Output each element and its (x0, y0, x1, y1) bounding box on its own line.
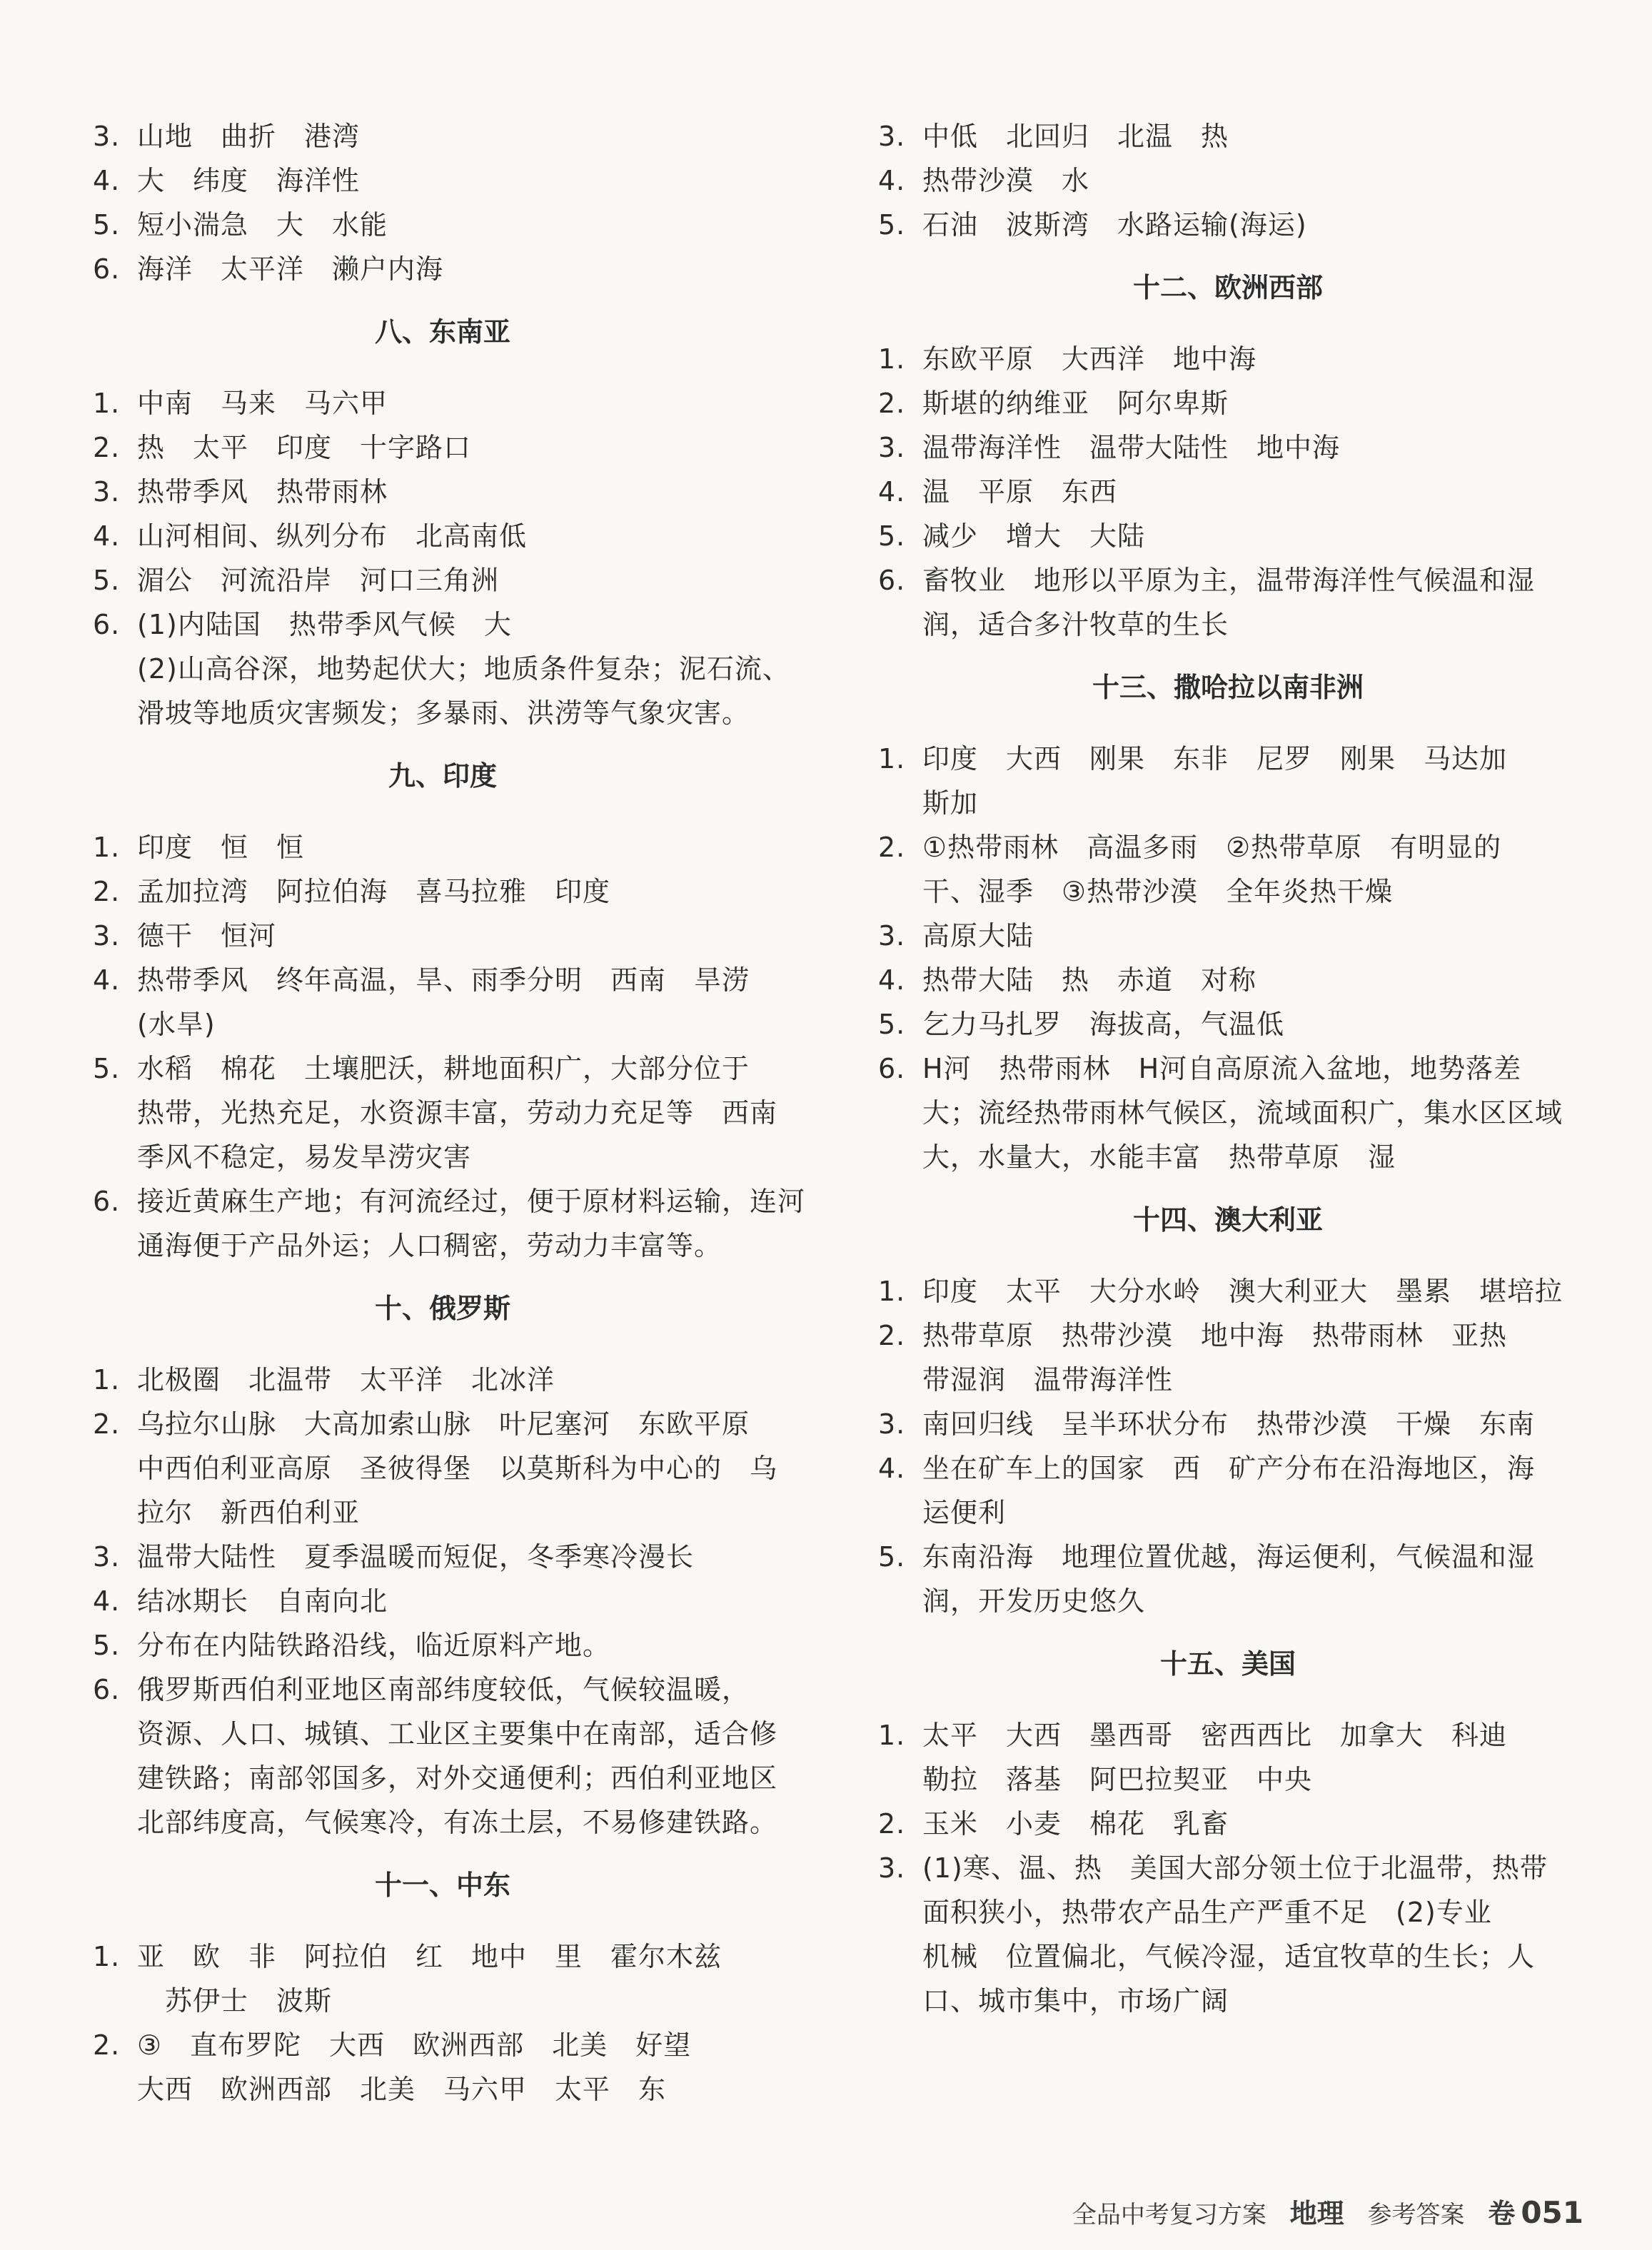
answer-continuation: 拉尔 新西伯利亚 (137, 1497, 361, 1528)
page-footer (1057, 2191, 1583, 2231)
answer-continuation: 口、城市集中，市场广阔 (922, 1985, 1229, 2017)
answer-continuation: 热带，光热充足，水资源丰富，劳动力充足等 西南 (137, 1097, 778, 1129)
item-text: 结冰期长 自南向北 (137, 1585, 388, 1617)
item-text: 温 平原 东西 (922, 476, 1118, 508)
item-number: 2. (93, 1408, 121, 1440)
answer-item (93, 1934, 792, 1979)
item-text: 热带沙漠 水 (922, 165, 1090, 196)
item-text: 山河相间、纵列分布 北高南低 (137, 520, 528, 552)
item-text: 短小湍急 大 水能 (137, 209, 388, 241)
item-number: 1. (878, 1276, 906, 1307)
item-text: ③ 直布罗陀 大西 欧洲西部 北美 好望 (137, 2029, 692, 2061)
section-heading: 九、印度 (388, 760, 497, 792)
answer-item (93, 1358, 792, 1402)
item-number: 4. (878, 964, 906, 996)
item-number: 5. (878, 520, 906, 552)
answer-item (878, 1446, 1578, 1490)
item-text: 热 太平 印度 十字路口 (137, 432, 472, 463)
answer-item (878, 1002, 1578, 1046)
item-number: 5. (878, 1009, 906, 1040)
answer-continuation: 通海便于产品外运；人口稠密，劳动力丰富等。 (137, 1230, 722, 1261)
answer-item (878, 381, 1578, 425)
item-number: 4. (93, 1585, 121, 1617)
footer-section: 参考答案 (1367, 2201, 1465, 2229)
answer-item (93, 514, 792, 558)
answer-item (878, 470, 1578, 514)
page-number: 051 (1521, 2195, 1583, 2230)
item-text: 印度 太平 大分水岭 澳大利亚大 墨累 堪培拉 (922, 1276, 1563, 1307)
item-text: 北极圈 北温带 太平洋 北冰洋 (137, 1364, 555, 1396)
item-text: 乌拉尔山脉 大高加索山脉 叶尼塞河 东欧平原 (137, 1408, 750, 1440)
item-text: 温带大陆性 夏季温暖而短促，冬季寒冷漫长 (137, 1541, 695, 1573)
answer-item (878, 1535, 1578, 1579)
item-text: 接近黄麻生产地；有河流经过，便于原材料运输，连河 (137, 1186, 806, 1217)
item-text: H河 热带雨林 H河自高原流入盆地，地势落差 (922, 1053, 1522, 1084)
answer-continuation: 中西伯利亚高原 圣彼得堡 以莫斯科为中心的 乌 (137, 1453, 778, 1484)
item-number: 1. (93, 1941, 121, 1972)
item-number: 3. (878, 121, 906, 152)
answer-continuation: 勒拉 落基 阿巴拉契亚 中央 (922, 1764, 1313, 1795)
item-number: 2. (878, 1808, 906, 1840)
answer-item (878, 158, 1578, 203)
answer-item (878, 958, 1578, 1002)
item-number: 4. (93, 520, 121, 552)
item-number: 6. (878, 1053, 906, 1084)
item-number: 6. (93, 609, 121, 640)
section-heading: 十、俄罗斯 (374, 1293, 510, 1324)
answer-item (93, 425, 792, 470)
item-number: 4. (93, 165, 121, 196)
answer-item (93, 1179, 806, 1224)
item-number: 2. (878, 1320, 906, 1351)
answer-item (93, 1535, 792, 1579)
item-text: 印度 大西 刚果 东非 尼罗 刚果 马达加 (922, 743, 1508, 775)
footer-book-title: 全品中考复习方案 (1072, 2201, 1266, 2229)
section-heading: 十五、美国 (1159, 1648, 1296, 1680)
answer-item (93, 869, 792, 914)
section-heading: 十一、中东 (374, 1870, 510, 1901)
answer-continuation: 建铁路；南部邻国多，对外交通便利；西伯利亚地区 (137, 1762, 778, 1794)
item-text: 热带季风 终年高温，旱、雨季分明 西南 旱涝 (137, 964, 750, 996)
item-text: 亚 欧 非 阿拉伯 红 地中 里 霍尔木兹 (137, 1941, 722, 1972)
answer-item (878, 1802, 1578, 1846)
item-number: 5. (93, 565, 121, 596)
answer-item (93, 158, 792, 203)
answer-continuation: 干、湿季 ③热带沙漠 全年炎热干燥 (922, 876, 1394, 907)
answer-continuation: 面积狭小，热带农产品生产严重不足 (2)专业 (922, 1897, 1492, 1928)
answer-item (93, 914, 792, 958)
answer-item (93, 1046, 792, 1091)
item-text: 热带草原 热带沙漠 地中海 热带雨林 亚热 (922, 1320, 1508, 1351)
item-text: 斯堪的纳维亚 阿尔卑斯 (922, 388, 1229, 419)
item-number: 3. (878, 1852, 906, 1884)
answer-continuation: 润，适合多汁牧草的生长 (922, 609, 1229, 640)
answer-item (93, 558, 792, 602)
answer-continuation: 带湿润 温带海洋性 (922, 1364, 1174, 1396)
item-number: 4. (878, 165, 906, 196)
item-text: 东南沿海 地理位置优越，海运便利，气候温和湿 (922, 1541, 1536, 1573)
item-text: (1)内陆国 热带季风气候 大 (137, 609, 512, 640)
answer-item (878, 737, 1578, 781)
section-heading: 十三、撒哈拉以南非洲 (1092, 672, 1364, 703)
item-number: 1. (93, 832, 121, 863)
section-heading: 十二、欧洲西部 (1132, 272, 1323, 303)
item-number: 5. (93, 209, 121, 241)
item-number: 6. (93, 1186, 121, 1217)
item-number: 5. (93, 1630, 121, 1661)
item-text: 分布在内陆铁路沿线，临近原料产地。 (137, 1630, 611, 1661)
item-text: 太平 大西 墨西哥 密西西比 加拿大 科迪 (922, 1720, 1508, 1751)
item-number: 2. (93, 432, 121, 463)
item-number: 3. (878, 920, 906, 952)
item-number: 3. (93, 1541, 121, 1573)
item-text: 南回归线 呈半环状分布 热带沙漠 干燥 东南 (922, 1408, 1536, 1440)
answer-continuation: 机械 位置偏北，气候冷湿，适宜牧草的生长；人 (922, 1941, 1536, 1972)
answer-item (878, 1313, 1578, 1358)
item-text: 印度 恒 恒 (137, 832, 305, 863)
answer-item (93, 958, 792, 1002)
item-number: 4. (878, 476, 906, 508)
answer-item (878, 114, 1578, 158)
item-text: 高原大陆 (922, 920, 1034, 952)
item-text: 大 纬度 海洋性 (137, 165, 361, 196)
item-text: (1)寒、温、热 美国大部分领土位于北温带，热带 (922, 1852, 1548, 1884)
answer-item (878, 914, 1578, 958)
right-column (878, 114, 1578, 2023)
item-number: 6. (93, 253, 121, 285)
item-number: 5. (878, 1541, 906, 1573)
answer-item (878, 1713, 1578, 1757)
answer-item (93, 1579, 792, 1623)
section-heading: 十四、澳大利亚 (1132, 1204, 1323, 1236)
item-text: 畜牧业 地形以平原为主，温带海洋性气候温和湿 (922, 565, 1536, 596)
answer-continuation: 大西 欧洲西部 北美 马六甲 太平 东 (137, 2074, 667, 2105)
item-number: 2. (93, 876, 121, 907)
item-number: 3. (93, 121, 121, 152)
answer-item (878, 1846, 1578, 1890)
answer-item (93, 825, 792, 869)
item-text: 温带海洋性 温带大陆性 地中海 (922, 432, 1341, 463)
answer-item (93, 602, 792, 647)
answer-item (878, 825, 1578, 869)
item-text: 热带大陆 热 赤道 对称 (922, 964, 1257, 996)
item-number: 1. (93, 1364, 121, 1396)
item-text: 德干 恒河 (137, 920, 277, 952)
item-text: 坐在矿车上的国家 西 矿产分布在沿海地区，海 (922, 1453, 1536, 1484)
answer-item (878, 1046, 1578, 1091)
item-number: 5. (93, 1053, 121, 1084)
answer-item (93, 2023, 792, 2067)
footer-subject: 地理 (1289, 2198, 1344, 2229)
item-text: 减少 增大 大陆 (922, 520, 1146, 552)
item-number: 2. (878, 832, 906, 863)
answer-item (93, 1668, 792, 1712)
answer-item (93, 247, 792, 291)
answer-continuation: 润，开发历史悠久 (922, 1585, 1146, 1617)
item-number: 2. (93, 2029, 121, 2061)
answer-item (878, 514, 1578, 558)
answer-item (93, 1623, 792, 1668)
item-number: 3. (878, 1408, 906, 1440)
section-heading: 八、东南亚 (374, 316, 510, 348)
left-column (93, 114, 806, 2112)
answer-continuation: 资源、人口、城镇、工业区主要集中在南部，适合修 (137, 1718, 778, 1750)
item-text: 石油 波斯湾 水路运输(海运) (922, 209, 1307, 241)
answer-item (878, 1269, 1578, 1313)
item-number: 4. (878, 1453, 906, 1484)
answer-continuation: 滑坡等地质灾害频发；多暴雨、洪涝等气象灾害。 (137, 697, 750, 729)
item-text: 东欧平原 大西洋 地中海 (922, 343, 1257, 375)
item-number: 3. (93, 920, 121, 952)
item-number: 6. (878, 565, 906, 596)
answer-item (93, 114, 792, 158)
item-text: 湄公 河流沿岸 河口三角洲 (137, 565, 500, 596)
item-text: 中低 北回归 北温 热 (922, 121, 1229, 152)
item-number: 4. (93, 964, 121, 996)
answer-item (878, 1402, 1578, 1446)
item-number: 3. (878, 432, 906, 463)
answer-continuation: 北部纬度高，气候寒冷，有冻土层，不易修建铁路。 (137, 1807, 778, 1838)
item-text: 玉米 小麦 棉花 乳畜 (922, 1808, 1229, 1840)
item-text: 热带季风 热带雨林 (137, 476, 388, 508)
answer-continuation: 斯加 (922, 787, 979, 819)
item-text: 俄罗斯西伯利亚地区南部纬度较低，气候较温暖， (137, 1674, 750, 1705)
answer-continuation: (2)山高谷深，地势起伏大；地质条件复杂；泥石流、 (137, 653, 790, 685)
answer-item (878, 425, 1578, 470)
item-text: 山地 曲折 港湾 (137, 121, 361, 152)
answer-item (93, 470, 792, 514)
answer-item (878, 203, 1578, 247)
answer-item (93, 1402, 792, 1446)
answer-continuation: 苏伊士 波斯 (137, 1985, 333, 2017)
item-number: 1. (878, 1720, 906, 1751)
item-number: 5. (878, 209, 906, 241)
footer-volume: 卷 (1488, 2198, 1516, 2229)
answer-item (878, 558, 1578, 602)
item-text: 海洋 太平洋 濑户内海 (137, 253, 444, 285)
answer-continuation: (水旱) (137, 1009, 216, 1040)
answer-item (93, 203, 792, 247)
answer-continuation: 季风不稳定，易发旱涝灾害 (137, 1141, 472, 1173)
item-number: 6. (93, 1674, 121, 1705)
item-number: 1. (878, 743, 906, 775)
answer-item (93, 381, 792, 425)
answer-continuation: 大，水量大，水能丰富 热带草原 湿 (922, 1141, 1396, 1173)
item-text: 水稻 棉花 土壤肥沃，耕地面积广，大部分位于 (137, 1053, 750, 1084)
item-number: 1. (878, 343, 906, 375)
item-text: 中南 马来 马六甲 (137, 388, 388, 419)
item-number: 3. (93, 476, 121, 508)
item-text: ①热带雨林 高温多雨 ②热带草原 有明显的 (922, 832, 1502, 863)
item-number: 1. (93, 388, 121, 419)
item-text: 孟加拉湾 阿拉伯海 喜马拉雅 印度 (137, 876, 611, 907)
item-text: 乞力马扎罗 海拔高，气温低 (922, 1009, 1285, 1040)
answer-item (878, 337, 1578, 381)
item-number: 2. (878, 388, 906, 419)
answer-continuation: 运便利 (922, 1497, 1007, 1528)
answer-continuation: 大；流经热带雨林气候区，流域面积广，集水区区域 (922, 1097, 1563, 1129)
